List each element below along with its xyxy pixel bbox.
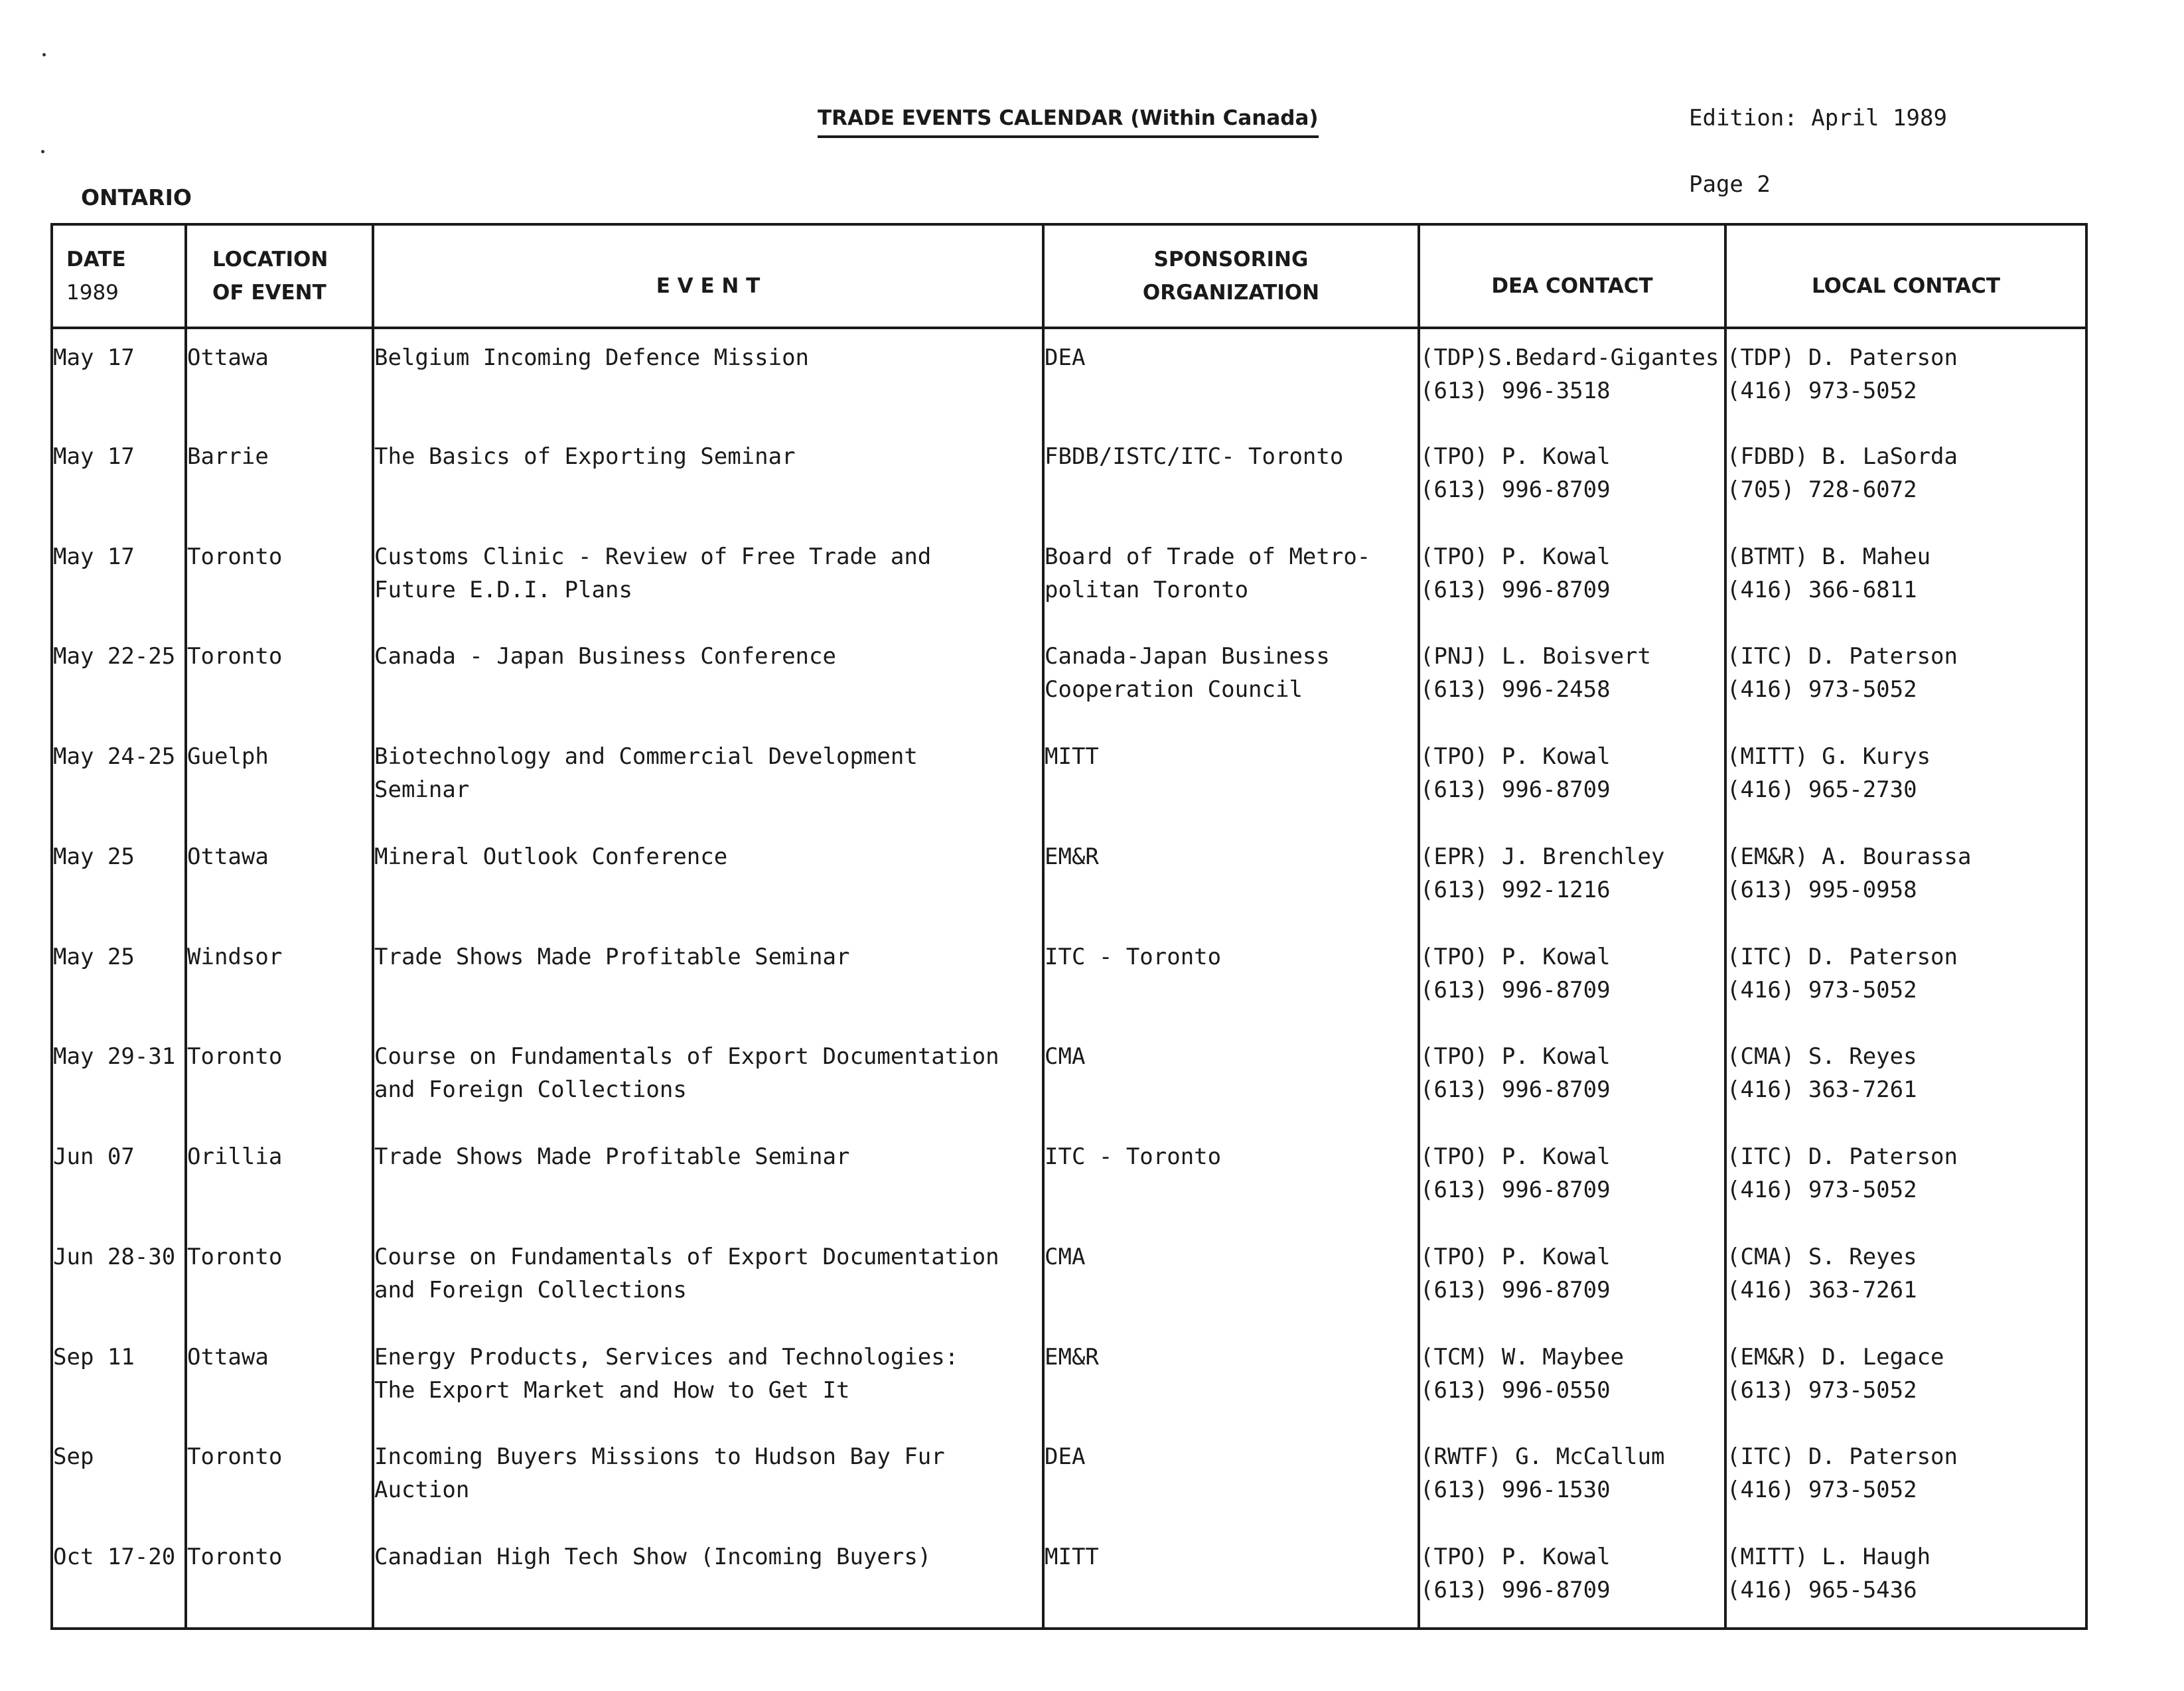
dea-contact-name: (TPO) P. Kowal (1420, 1544, 1611, 1571)
sponsor-line1: ITC - Toronto (1045, 943, 1222, 970)
local-contact-phone: (416) 973-5052 (1727, 676, 1917, 703)
event-cell (373, 1028, 1043, 1128)
event-name-line1: Trade Shows Made Profitable Seminar (374, 1143, 850, 1171)
location-cell (186, 1428, 373, 1528)
event-cell (373, 628, 1043, 728)
sponsor-line1: EM&R (1045, 843, 1099, 870)
table-row (52, 1428, 2086, 1528)
dea-contact-phone: (613) 992-1216 (1420, 876, 1611, 903)
local-contact-cell (1725, 828, 2086, 928)
date-cell (52, 528, 186, 628)
table-row (52, 528, 2086, 628)
edition-label: Edition: April 1989 (1689, 105, 1947, 131)
event-cell (373, 1428, 1043, 1528)
event-location: Toronto (187, 543, 283, 570)
event-location: Toronto (187, 643, 283, 670)
sponsor-line1: CMA (1045, 1243, 1086, 1270)
location-cell (186, 1128, 373, 1228)
location-cell (186, 528, 373, 628)
column-header-location-line2: OF EVENT (212, 281, 327, 305)
table-row (52, 328, 2086, 428)
column-header-local-contact-label: LOCAL CONTACT (1812, 274, 2000, 298)
date-cell (52, 1128, 186, 1228)
location-cell (186, 428, 373, 528)
event-name-line1: Trade Shows Made Profitable Seminar (374, 943, 850, 970)
location-cell (186, 328, 373, 428)
dea-contact-name: (TPO) P. Kowal (1420, 743, 1611, 771)
table-row (52, 628, 2086, 728)
dea-contact-phone: (613) 996-8709 (1420, 976, 1611, 1003)
local-contact-cell (1725, 328, 2086, 428)
page-number: Page 2 (1689, 171, 1771, 198)
dea-contact-name: (TPO) P. Kowal (1420, 943, 1611, 970)
sponsor-line2: politan Toronto (1045, 576, 1249, 603)
table-row (52, 1128, 2086, 1228)
date-cell (52, 328, 186, 428)
sponsor-cell (1043, 328, 1419, 428)
local-contact-name: (FDBD) B. LaSorda (1727, 443, 1958, 470)
sponsor-cell (1043, 1128, 1419, 1228)
event-location: Barrie (187, 443, 269, 470)
event-name-line1: Course on Fundamentals of Export Documentation (374, 1043, 999, 1070)
event-location: Toronto (187, 1243, 283, 1270)
column-header-date-line1: DATE (66, 248, 126, 271)
dea-contact-cell (1419, 728, 1725, 828)
table-row (52, 1329, 2086, 1429)
local-contact-cell (1725, 928, 2086, 1029)
event-date: Sep 11 (53, 1343, 135, 1370)
event-name-line1: Incoming Buyers Missions to Hudson Bay Fur (374, 1443, 945, 1471)
dea-contact-cell (1419, 1128, 1725, 1228)
local-contact-phone: (416) 366-6811 (1727, 576, 1917, 603)
sponsor-line1: MITT (1045, 1544, 1099, 1571)
local-contact-phone: (416) 973-5052 (1727, 976, 1917, 1003)
column-header-event-label: E V E N T (656, 274, 761, 298)
dea-contact-name: (TPO) P. Kowal (1420, 1243, 1611, 1270)
sponsor-cell (1043, 1329, 1419, 1429)
local-contact-name: (EM&R) A. Bourassa (1727, 843, 1972, 870)
local-contact-phone: (613) 973-5052 (1727, 1376, 1917, 1404)
dea-contact-phone: (613) 996-8709 (1420, 1076, 1611, 1104)
event-name-line2: The Export Market and How to Get It (374, 1376, 850, 1404)
date-cell (52, 1528, 186, 1629)
local-contact-phone: (416) 363-7261 (1727, 1276, 1917, 1303)
dea-contact-name: (TPO) P. Kowal (1420, 1143, 1611, 1171)
date-cell (52, 1228, 186, 1329)
local-contact-phone: (705) 728-6072 (1727, 476, 1917, 503)
local-contact-phone: (416) 973-5052 (1727, 1477, 1917, 1504)
date-cell (52, 1028, 186, 1128)
scan-speck (41, 150, 44, 153)
event-name-line1: The Basics of Exporting Seminar (374, 443, 796, 470)
event-name-line1: Customs Clinic - Review of Free Trade and (374, 543, 932, 570)
column-header-local-contact (1725, 224, 2086, 328)
event-location: Ottawa (187, 1343, 269, 1370)
event-date: May 25 (53, 943, 135, 970)
local-contact-name: (ITC) D. Paterson (1727, 943, 1958, 970)
table-row (52, 928, 2086, 1029)
dea-contact-cell (1419, 828, 1725, 928)
event-name-line1: Canada - Japan Business Conference (374, 643, 836, 670)
local-contact-name: (CMA) S. Reyes (1727, 1043, 1917, 1070)
event-date: Jun 28-30 (53, 1243, 176, 1270)
event-cell (373, 1329, 1043, 1429)
event-name-line1: Energy Products, Services and Technologies: (374, 1343, 959, 1370)
local-contact-name: (ITC) D. Paterson (1727, 1443, 1958, 1471)
dea-contact-cell (1419, 1528, 1725, 1629)
dea-contact-phone: (613) 996-1530 (1420, 1477, 1611, 1504)
column-header-location (186, 224, 373, 328)
event-cell (373, 1528, 1043, 1629)
dea-contact-phone: (613) 996-8709 (1420, 776, 1611, 804)
event-name-line1: Mineral Outlook Conference (374, 843, 728, 870)
dea-contact-name: (TPO) P. Kowal (1420, 543, 1611, 570)
event-location: Ottawa (187, 843, 269, 870)
sponsor-line1: MITT (1045, 743, 1099, 771)
dea-contact-phone: (613) 996-8709 (1420, 1276, 1611, 1303)
local-contact-cell (1725, 1528, 2086, 1629)
local-contact-phone: (416) 973-5052 (1727, 378, 1917, 404)
sponsor-cell (1043, 1228, 1419, 1329)
sponsor-line1: Canada-Japan Business (1045, 643, 1330, 670)
sponsor-line1: ITC - Toronto (1045, 1143, 1222, 1171)
local-contact-name: (MITT) G. Kurys (1727, 743, 1931, 771)
event-cell (373, 928, 1043, 1029)
location-cell (186, 1028, 373, 1128)
event-name-line1: Course on Fundamentals of Export Documentation (374, 1243, 999, 1270)
event-date: Jun 07 (53, 1143, 135, 1171)
dea-contact-name: (RWTF) G. McCallum (1420, 1443, 1665, 1471)
event-name-line1: Canadian High Tech Show (Incoming Buyers) (374, 1544, 932, 1571)
sponsor-line1: DEA (1045, 344, 1086, 371)
event-date: Oct 17-20 (53, 1544, 176, 1571)
event-cell (373, 328, 1043, 428)
dea-contact-cell (1419, 1028, 1725, 1128)
event-location: Toronto (187, 1443, 283, 1471)
local-contact-phone: (416) 965-5436 (1727, 1577, 1917, 1604)
local-contact-name: (ITC) D. Paterson (1727, 1143, 1958, 1171)
local-contact-cell (1725, 1329, 2086, 1429)
column-header-sponsor-line2: ORGANIZATION (1142, 281, 1320, 305)
sponsor-line1: CMA (1045, 1043, 1086, 1070)
dea-contact-name: (TPO) P. Kowal (1420, 1043, 1611, 1070)
table-row (52, 428, 2086, 528)
event-date: May 22-25 (53, 643, 176, 670)
local-contact-name: (TDP) D. Paterson (1727, 344, 1958, 371)
sponsor-cell (1043, 628, 1419, 728)
local-contact-cell (1725, 1128, 2086, 1228)
dea-contact-name: (TCM) W. Maybee (1420, 1343, 1625, 1370)
sponsor-cell (1043, 428, 1419, 528)
sponsor-cell (1043, 1428, 1419, 1528)
column-header-sponsor-line1: SPONSORING (1153, 248, 1309, 271)
dea-contact-cell (1419, 528, 1725, 628)
dea-contact-phone: (613) 996-8709 (1420, 1177, 1611, 1204)
local-contact-cell (1725, 428, 2086, 528)
events-table (50, 223, 2088, 1630)
dea-contact-phone: (613) 996-8709 (1420, 1577, 1611, 1604)
event-name-line2: and Foreign Collections (374, 1076, 687, 1104)
event-name-line2: Seminar (374, 776, 470, 804)
column-header-date-line2: 1989 (66, 281, 119, 305)
event-date: May 25 (53, 843, 135, 870)
table-row (52, 728, 2086, 828)
sponsor-cell (1043, 1028, 1419, 1128)
date-cell (52, 828, 186, 928)
dea-contact-cell (1419, 928, 1725, 1029)
local-contact-phone: (416) 973-5052 (1727, 1177, 1917, 1204)
local-contact-cell (1725, 728, 2086, 828)
location-cell (186, 828, 373, 928)
local-contact-name: (BTMT) B. Maheu (1727, 543, 1931, 570)
sponsor-cell (1043, 528, 1419, 628)
event-name-line2: Future E.D.I. Plans (374, 576, 632, 603)
local-contact-name: (EM&R) D. Legace (1727, 1343, 1944, 1370)
local-contact-name: (MITT) L. Haugh (1727, 1544, 1931, 1571)
event-date: May 17 (53, 344, 135, 371)
region-heading: ONTARIO (81, 184, 192, 210)
location-cell (186, 628, 373, 728)
location-cell (186, 1329, 373, 1429)
sponsor-line1: DEA (1045, 1443, 1086, 1471)
dea-contact-phone: (613) 996-0550 (1420, 1376, 1611, 1404)
sponsor-cell (1043, 828, 1419, 928)
local-contact-name: (ITC) D. Paterson (1727, 643, 1958, 670)
local-contact-cell (1725, 1228, 2086, 1329)
dea-contact-phone: (613) 996-8709 (1420, 476, 1611, 503)
date-cell (52, 628, 186, 728)
local-contact-phone: (416) 965-2730 (1727, 776, 1917, 804)
event-date: May 17 (53, 443, 135, 470)
sponsor-cell (1043, 1528, 1419, 1629)
dea-contact-name: (TDP)S.Bedard-Gigantes (1420, 344, 1719, 371)
dea-contact-cell (1419, 328, 1725, 428)
local-contact-name: (CMA) S. Reyes (1727, 1243, 1917, 1270)
column-header-event (373, 224, 1043, 328)
location-cell (186, 928, 373, 1029)
event-location: Windsor (187, 943, 283, 970)
column-header-dea-contact (1419, 224, 1725, 328)
dea-contact-cell (1419, 428, 1725, 528)
sponsor-line1: EM&R (1045, 1343, 1099, 1370)
event-cell (373, 1128, 1043, 1228)
event-cell (373, 728, 1043, 828)
column-header-dea-contact-label: DEA CONTACT (1491, 274, 1653, 298)
date-cell (52, 1428, 186, 1528)
sponsor-cell (1043, 928, 1419, 1029)
table-row (52, 1528, 2086, 1629)
event-cell (373, 528, 1043, 628)
local-contact-cell (1725, 628, 2086, 728)
event-location: Toronto (187, 1043, 283, 1070)
location-cell (186, 728, 373, 828)
table-row (52, 1028, 2086, 1128)
document-title: TRADE EVENTS CALENDAR (Within Canada) (818, 106, 1319, 138)
column-header-sponsor (1043, 224, 1419, 328)
event-name-line1: Biotechnology and Commercial Development (374, 743, 918, 771)
local-contact-cell (1725, 1428, 2086, 1528)
sponsor-line2: Cooperation Council (1045, 676, 1303, 703)
event-cell (373, 1228, 1043, 1329)
dea-contact-phone: (613) 996-2458 (1420, 676, 1611, 703)
date-cell (52, 428, 186, 528)
date-cell (52, 1329, 186, 1429)
sponsor-cell (1043, 728, 1419, 828)
event-location: Orillia (187, 1143, 283, 1171)
table-row (52, 828, 2086, 928)
event-name-line2: and Foreign Collections (374, 1276, 687, 1303)
scan-speck (42, 53, 46, 56)
sponsor-line1: FBDB/ISTC/ITC- Toronto (1045, 443, 1344, 470)
dea-contact-cell (1419, 628, 1725, 728)
event-date: Sep (53, 1443, 94, 1471)
local-contact-phone: (416) 363-7261 (1727, 1076, 1917, 1104)
event-location: Guelph (187, 743, 269, 771)
column-header-date (52, 224, 186, 328)
event-date: May 29-31 (53, 1043, 176, 1070)
event-cell (373, 828, 1043, 928)
event-name-line2: Auction (374, 1477, 470, 1504)
dea-contact-cell (1419, 1228, 1725, 1329)
dea-contact-cell (1419, 1428, 1725, 1528)
dea-contact-name: (EPR) J. Brenchley (1420, 843, 1665, 870)
event-location: Toronto (187, 1544, 283, 1571)
column-header-location-line1: LOCATION (212, 248, 328, 271)
location-cell (186, 1228, 373, 1329)
event-date: May 17 (53, 543, 135, 570)
event-name-line1: Belgium Incoming Defence Mission (374, 344, 810, 371)
dea-contact-cell (1419, 1329, 1725, 1429)
date-cell (52, 928, 186, 1029)
local-contact-cell (1725, 1028, 2086, 1128)
event-date: May 24-25 (53, 743, 176, 771)
sponsor-line1: Board of Trade of Metro- (1045, 543, 1371, 570)
event-location: Ottawa (187, 344, 269, 371)
local-contact-phone: (613) 995-0958 (1727, 876, 1917, 903)
table-header-row (52, 224, 2086, 328)
table-row (52, 1228, 2086, 1329)
location-cell (186, 1528, 373, 1629)
dea-contact-name: (TPO) P. Kowal (1420, 443, 1611, 470)
dea-contact-name: (PNJ) L. Boisvert (1420, 643, 1651, 670)
date-cell (52, 728, 186, 828)
dea-contact-phone: (613) 996-8709 (1420, 576, 1611, 603)
dea-contact-phone: (613) 996-3518 (1420, 378, 1611, 404)
local-contact-cell (1725, 528, 2086, 628)
event-cell (373, 428, 1043, 528)
